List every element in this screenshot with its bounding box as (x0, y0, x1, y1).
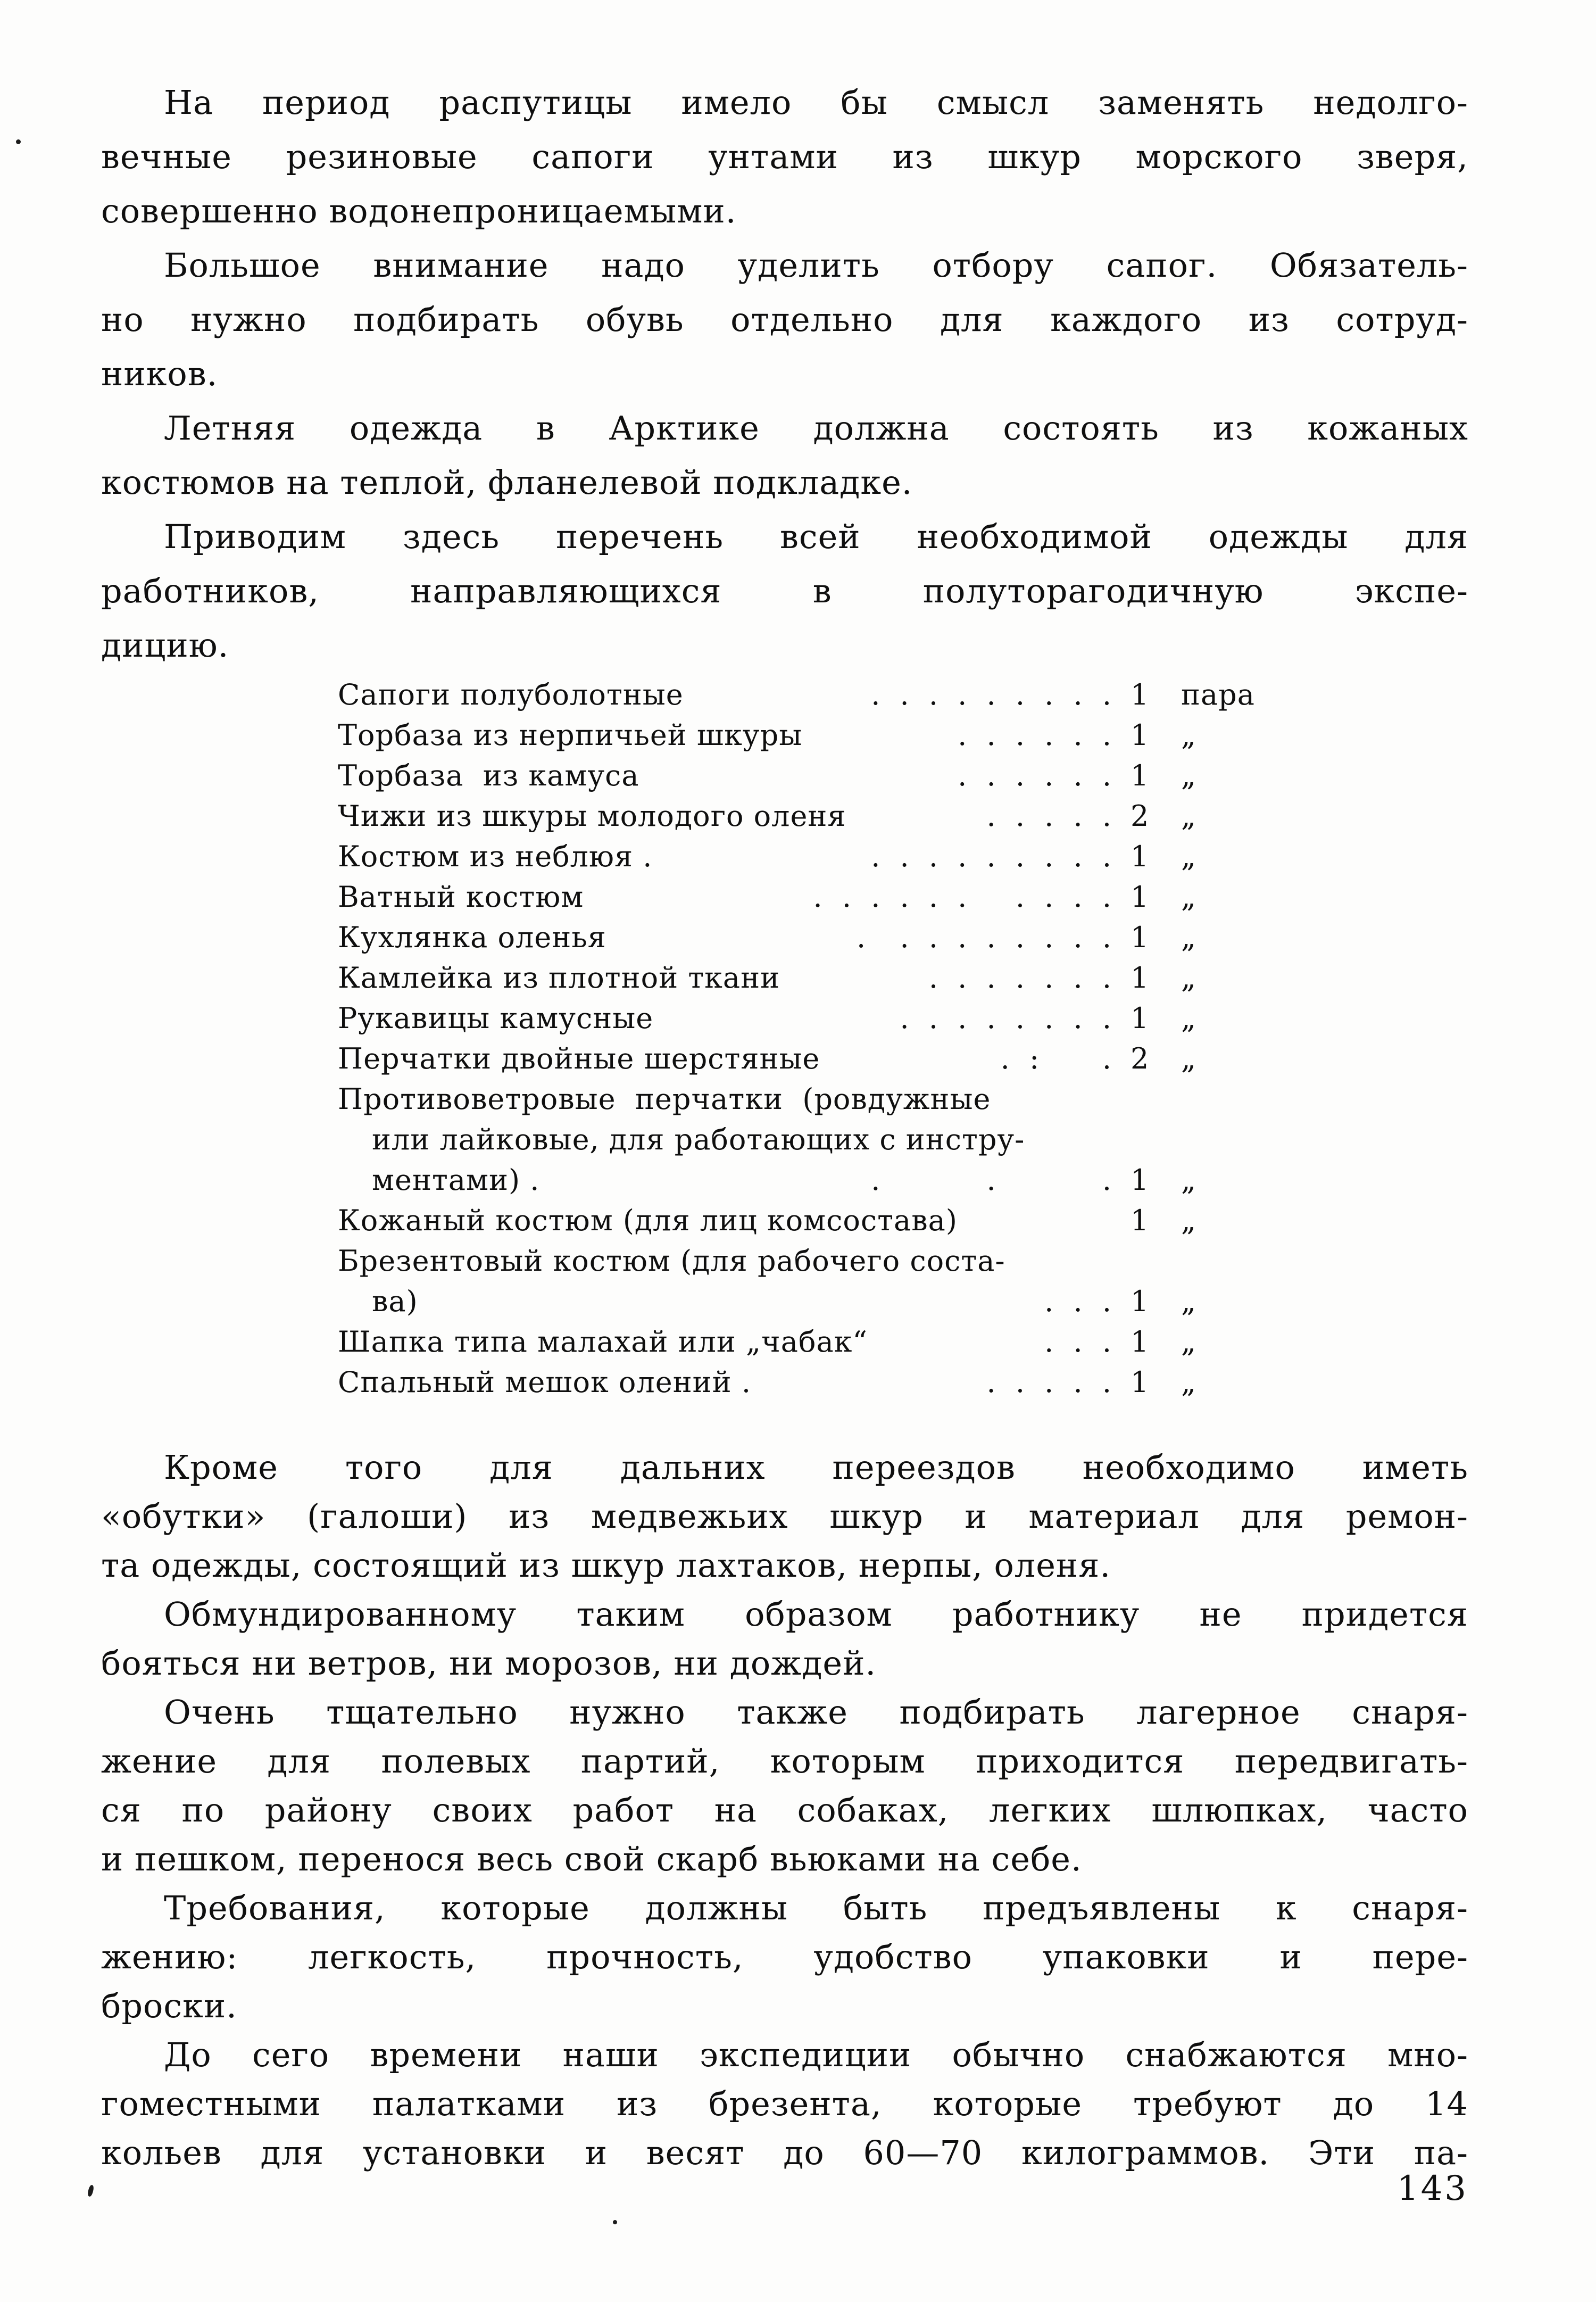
text-line: жению: легкость, прочность, удобство упаковки и пере- (101, 1937, 1468, 1976)
quantity: 1 (1130, 921, 1150, 954)
dot-leader: . . . . . . . . . . (813, 880, 1117, 914)
paragraph (101, 238, 1468, 401)
dot-leader: . . . . . . . . . (871, 678, 1117, 711)
body-text-top (101, 76, 1468, 673)
text-line: Большое внимание надо уделить отбору сапог. Обязатель- (164, 246, 1468, 285)
unit: „ (1181, 921, 1196, 954)
unit: „ (1181, 1365, 1196, 1399)
list-item-label: ва) (372, 1285, 418, 1318)
unit: „ (1181, 799, 1196, 833)
paragraph (101, 1590, 1468, 1688)
text-line: кольев для установки и весят до 60—70 килограммов. Эти па- (101, 2133, 1468, 2172)
dot-leader: . . . . . . . . (900, 1001, 1117, 1035)
quantity: 1 (1130, 759, 1150, 792)
list-item (338, 1079, 1274, 1120)
paragraph (101, 1688, 1468, 1884)
list-item (338, 917, 1274, 958)
page-number: 143 (1396, 2169, 1468, 2208)
list-item (338, 796, 1274, 837)
unit: „ (1181, 840, 1196, 873)
clothing-equipment-list (338, 675, 1274, 1403)
paragraph (101, 401, 1468, 510)
text-line: Приводим здесь перечень всей необходимой одежды для (164, 517, 1468, 556)
unit: „ (1181, 1204, 1196, 1237)
list-item (338, 1039, 1274, 1079)
text-line: бояться ни ветров, ни морозов, ни дождей. (101, 1644, 877, 1683)
paragraph (101, 76, 1468, 238)
list-item (338, 958, 1274, 998)
text-line: и пешком, перенося весь свой скарб вьюками на себе. (101, 1840, 1082, 1878)
list-item-label: Перчатки двойные шерстяные (338, 1042, 820, 1075)
text-line: та одежды, состоящий из шкур лахтаков, нерпы, оленя. (101, 1546, 1111, 1585)
quantity: 1 (1130, 1325, 1150, 1359)
paragraph (101, 1443, 1468, 1590)
paragraph (101, 1884, 1468, 2031)
unit: „ (1181, 961, 1196, 995)
list-item-label: Брезентовый костюм (для рабочего соста- (338, 1244, 1005, 1278)
list-item-label: Спальный мешок олений . (338, 1365, 751, 1399)
unit: „ (1181, 759, 1196, 792)
list-item (338, 1322, 1274, 1362)
list-item-label: или лайковые, для работающих с инстру- (372, 1123, 1025, 1156)
list-item (338, 1362, 1274, 1403)
text-line: ся по району своих работ на собаках, легких шлюпках, часто (101, 1791, 1468, 1829)
unit: „ (1181, 1042, 1196, 1075)
scan-speck (87, 2184, 94, 2197)
list-item-label: Торбаза из нерпичьей шкуры (338, 718, 803, 752)
list-item (338, 1120, 1274, 1160)
quantity: 1 (1130, 1285, 1150, 1318)
quantity: 1 (1130, 1365, 1150, 1399)
dot-leader: . . . (871, 1163, 1117, 1197)
text-line: До сего времени наши экспедиции обычно снабжаются мно- (164, 2035, 1468, 2074)
text-line: Требования, которые должны быть предъявлены к снаря- (164, 1889, 1468, 1927)
text-line: гоместными палатками из брезента, которые требуют до 14 (101, 2084, 1468, 2123)
list-item (338, 1160, 1274, 1200)
list-item-label: Кухлянка оленья (338, 921, 606, 954)
list-item (338, 715, 1274, 756)
text-line: вечные резиновые сапоги унтами из шкур морского зверя, (101, 137, 1468, 176)
text-line: На период распутицы имело бы смысл заменять недолго- (164, 83, 1468, 122)
quantity: 1 (1130, 961, 1150, 995)
text-line: Обмундированному таким образом работнику не придется (164, 1595, 1468, 1634)
dot-leader: . . . (1044, 1285, 1117, 1318)
text-line: ников. (101, 354, 218, 393)
body-text-bottom (101, 1443, 1468, 2177)
quantity: 2 (1130, 799, 1150, 833)
unit: „ (1181, 1163, 1196, 1197)
list-item-label: Рукавицы камусные (338, 1001, 654, 1035)
list-item-label: Торбаза из камуса (338, 759, 639, 792)
unit: „ (1181, 718, 1196, 752)
quantity: 2 (1130, 1042, 1150, 1075)
text-line: костюмов на теплой, фланелевой подкладке. (101, 463, 913, 502)
list-item-label: Костюм из неблюя . (338, 840, 653, 873)
unit: „ (1181, 880, 1196, 914)
list-item (338, 998, 1274, 1039)
list-item-label: Чижи из шкуры молодого оленя (338, 799, 846, 833)
dot-leader: . . . (1044, 1325, 1117, 1359)
list-item-label: ментами) . (372, 1163, 540, 1197)
text-line: Кроме того для дальних переездов необходимо иметь (164, 1448, 1468, 1487)
list-item-label: Сапоги полуболотные (338, 678, 684, 711)
list-item-label: Кожаный костюм (для лиц комсостава) (338, 1204, 958, 1237)
scan-speck (613, 2220, 617, 2224)
list-item-label: Шапка типа малахай или „чабак“ (338, 1325, 868, 1359)
paragraph (101, 2031, 1468, 2177)
list-item (338, 837, 1274, 877)
dot-leader: . : . (1000, 1042, 1117, 1075)
paragraph (101, 510, 1468, 673)
list-item (338, 756, 1274, 796)
list-item (338, 1241, 1274, 1281)
dot-leader: . . . . . . (958, 759, 1117, 792)
list-item-label: Ватный костюм (338, 880, 584, 914)
text-line: дицию. (101, 626, 229, 665)
unit: „ (1181, 1001, 1196, 1035)
quantity: 1 (1130, 1163, 1150, 1197)
list-item (338, 1281, 1274, 1322)
text-line: броски. (101, 1986, 237, 2025)
unit: пара (1181, 678, 1255, 711)
dot-leader: . . . . . . . (928, 961, 1117, 995)
dot-leader: . . . . . . . . . (857, 921, 1117, 954)
list-item-label: Камлейка из плотной ткани (338, 961, 780, 995)
list-item (338, 675, 1274, 715)
unit: „ (1181, 1325, 1196, 1359)
text-line: «обутки» (галоши) из медвежьих шкур и материал для ремон- (101, 1497, 1468, 1536)
text-line: работников, направляющихся в полуторагодичную экспе- (101, 572, 1468, 610)
text-line: совершенно водонепроницаемыми. (101, 192, 737, 230)
quantity: 1 (1130, 678, 1150, 711)
text-line: жение для полевых партий, которым приходится передвигать- (101, 1742, 1468, 1781)
quantity: 1 (1130, 1204, 1150, 1237)
quantity: 1 (1130, 880, 1150, 914)
list-item (338, 877, 1274, 917)
scan-speck (16, 139, 21, 144)
unit: „ (1181, 1285, 1196, 1318)
dot-leader: . . . . . (986, 1365, 1117, 1399)
dot-leader: . . . . . . (958, 718, 1117, 752)
quantity: 1 (1130, 718, 1150, 752)
quantity: 1 (1130, 1001, 1150, 1035)
text-line: Очень тщательно нужно также подбирать лагерное снаря- (164, 1693, 1468, 1732)
dot-leader: . . . . . (986, 799, 1117, 833)
dot-leader: . . . . . . . . . (871, 840, 1117, 873)
quantity: 1 (1130, 840, 1150, 873)
text-line: Летняя одежда в Арктике должна состоять из кожаных (164, 409, 1468, 448)
list-item (338, 1200, 1274, 1241)
text-line: но нужно подбирать обувь отдельно для каждого из сотруд- (101, 300, 1468, 339)
list-item-label: Противоветровые перчатки (ровдужные (338, 1082, 991, 1116)
